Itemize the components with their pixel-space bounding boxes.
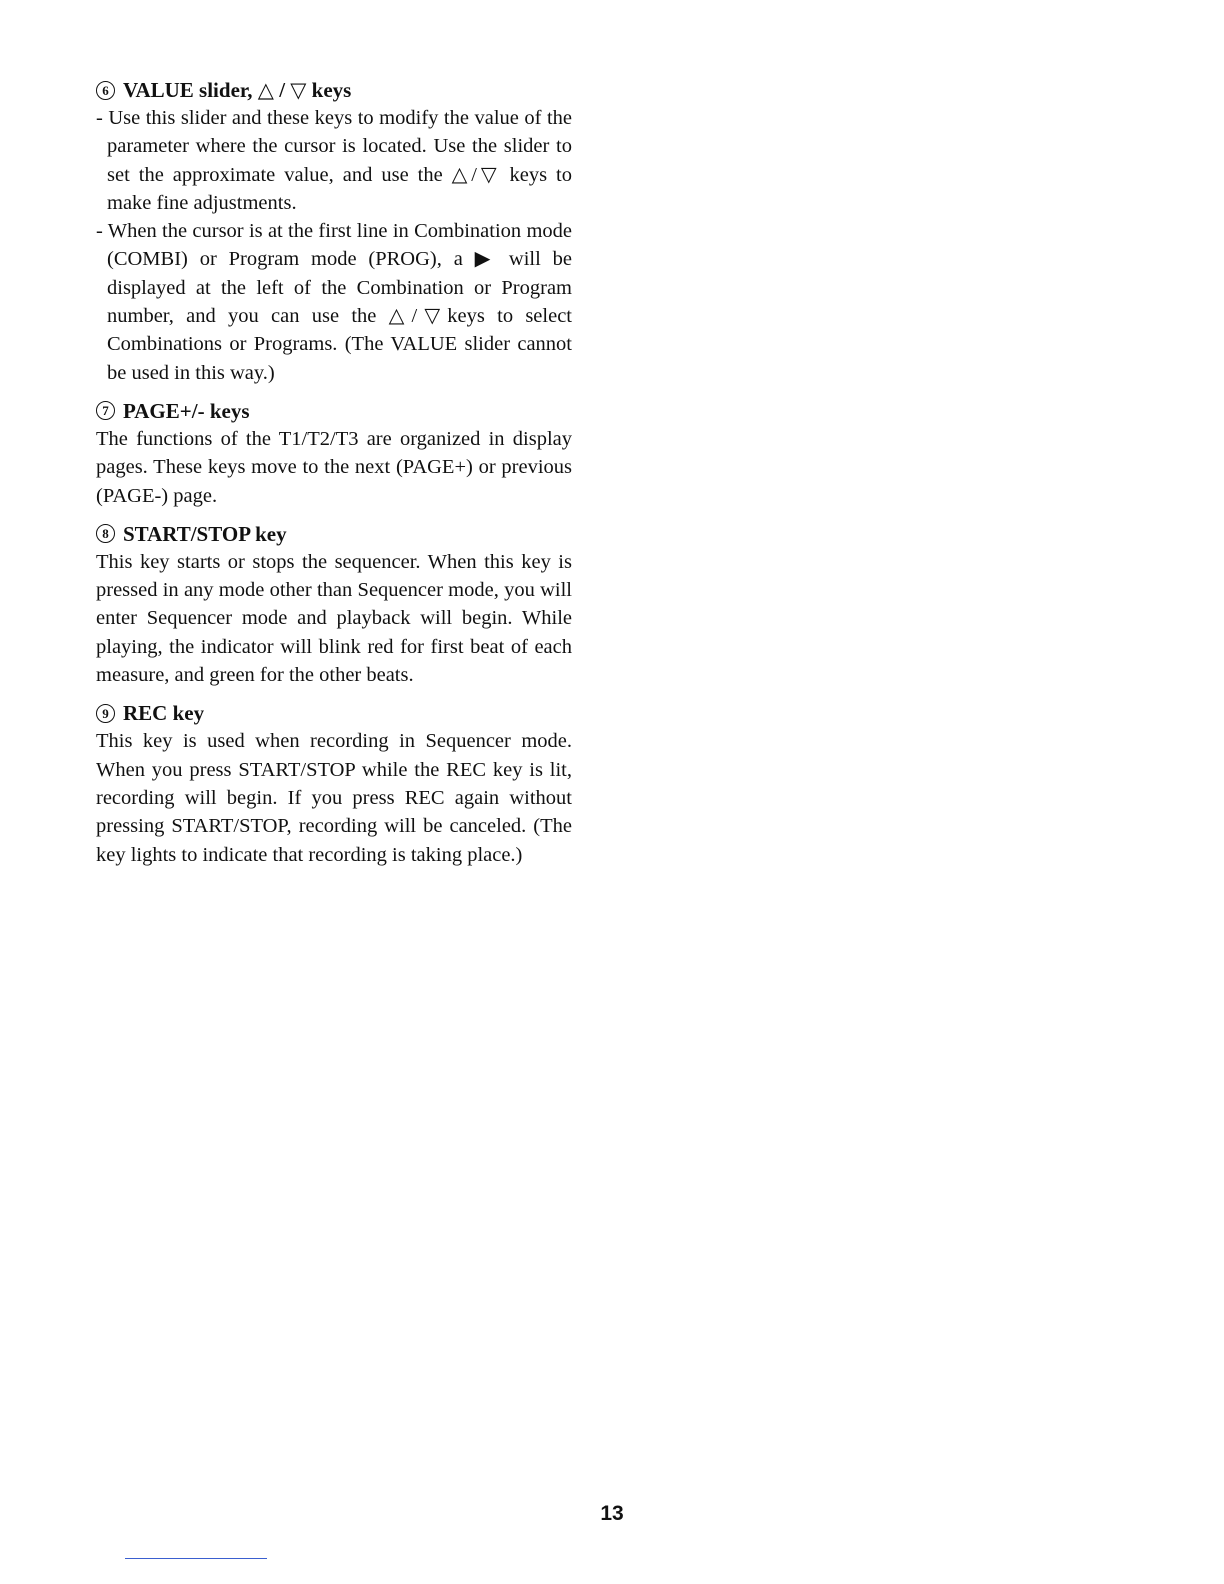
section-rec-key xyxy=(96,699,572,868)
section-body: This key starts or stops the sequencer. When this key is pressed in any mode other than Sequencer mode, you will enter Sequencer mode and playback will begin. While playing, the indicator will blink red for first beat of each measure, and green for the other beats. xyxy=(96,550,572,687)
section-number-badge: 7 xyxy=(96,401,115,420)
section-start-stop-key xyxy=(96,520,572,689)
section-number-badge: 6 xyxy=(96,81,115,100)
bullet-paragraph: - Use this slider and these keys to modify the value of the parameter where the cursor is located. Use the slider to set the approximate value, and use the △/▽ keys to make fine adjustments. xyxy=(96,107,572,214)
section-title: VALUE slider, △ / ▽ keys xyxy=(123,78,352,102)
section-body: This key is used when recording in Sequencer mode. When you press START/STOP while the REC key is lit, recording will begin. If you press REC again without pressing START/STOP, recording will be canceled. (The key lights to indicate that recording is taking place.) xyxy=(96,730,572,866)
section-number-badge: 8 xyxy=(96,524,115,543)
section-page-keys xyxy=(96,397,572,510)
text-column xyxy=(96,76,572,879)
footer-rule xyxy=(125,1558,267,1559)
section-title: START/STOP key xyxy=(123,521,287,546)
section-heading xyxy=(96,699,572,727)
section-heading xyxy=(96,520,572,548)
section-heading xyxy=(96,76,572,104)
section-number-badge: 9 xyxy=(96,704,115,723)
section-title: REC key xyxy=(123,701,205,726)
bullet-paragraph: - When the cursor is at the first line in Combination mode (COMBI) or Program mode (PROG), a ▶ will be displayed at the left of the Combination or Program number, and you can use the △/▽keys to select Combinations or Programs. (The VALUE slider cannot be used in this way.) xyxy=(96,220,572,384)
section-value-slider xyxy=(96,76,572,387)
page-number: 13 xyxy=(600,1502,624,1525)
section-heading xyxy=(96,397,572,425)
section-title: PAGE+/- keys xyxy=(123,398,250,423)
section-body: The functions of the T1/T2/T3 are organized in display pages. These keys move to the next (PAGE+) or previous (PAGE-) page. xyxy=(96,427,572,507)
